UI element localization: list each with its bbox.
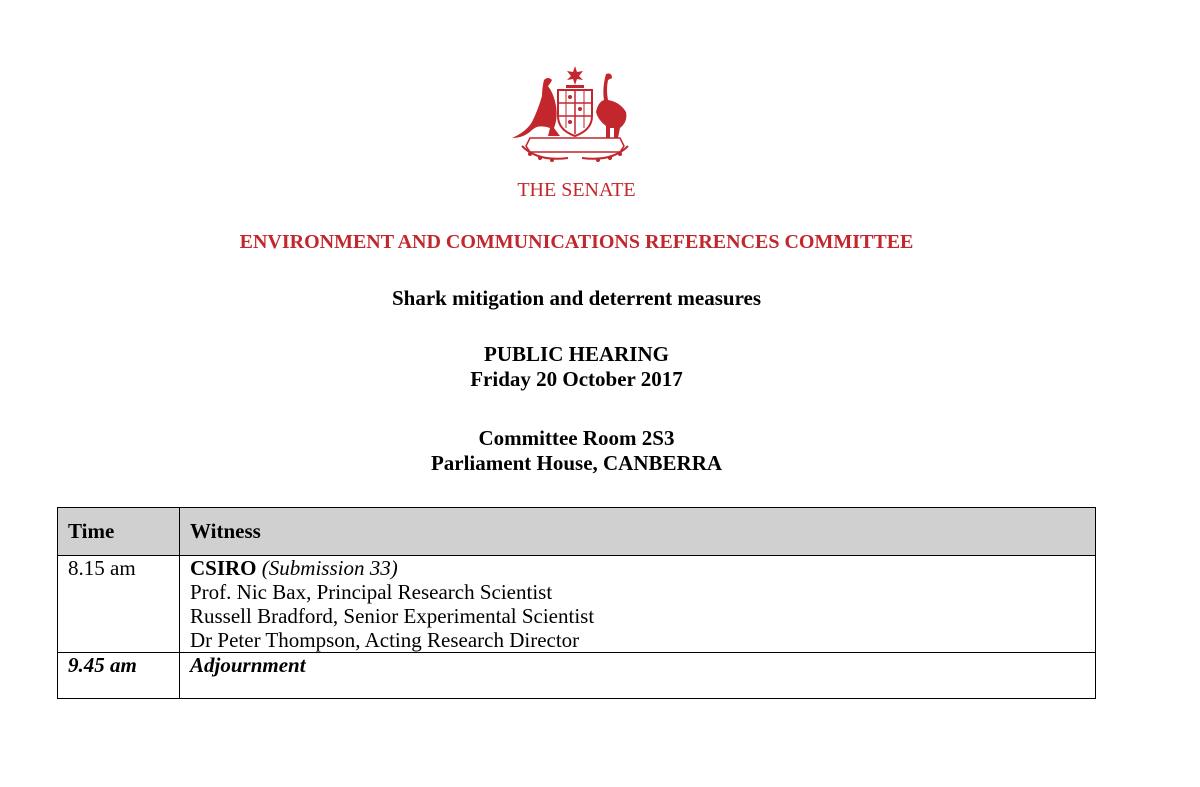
senate-title: THE SENATE <box>517 179 636 201</box>
venue-room: Committee Room 2S3 <box>478 426 675 450</box>
table-header-row <box>58 508 1096 556</box>
table-row <box>58 653 1096 699</box>
program-table <box>57 507 1096 699</box>
hearing-date: Friday 20 October 2017 <box>470 367 683 391</box>
row-witness <box>180 556 1096 653</box>
submission-reference: (Submission 33) <box>261 556 398 580</box>
venue-location: Parliament House, CANBERRA <box>430 451 723 475</box>
table-row <box>58 556 1096 653</box>
coat-of-arms-logo <box>508 66 642 166</box>
witness-organisation: CSIRO <box>190 556 257 580</box>
committee-name: ENVIRONMENT AND COMMUNICATIONS REFERENCES COMMITTEE <box>239 231 914 253</box>
witness-person: Dr Peter Thompson, Acting Research Director <box>190 628 580 652</box>
venue-block <box>0 426 1153 476</box>
column-header-time: Time <box>58 508 180 556</box>
row-adjournment: Adjournment <box>180 653 1096 699</box>
row-time: 8.15 am <box>58 556 180 653</box>
hearing-type: PUBLIC HEARING <box>484 342 669 366</box>
witness-person: Prof. Nic Bax, Principal Research Scientist <box>190 580 553 604</box>
row-time: 9.45 am <box>58 653 180 699</box>
column-header-witness: Witness <box>180 508 1096 556</box>
witness-person: Russell Bradford, Senior Experimental Scientist <box>190 604 595 628</box>
inquiry-title: Shark mitigation and deterrent measures <box>391 286 762 310</box>
hearing-block <box>0 342 1153 392</box>
